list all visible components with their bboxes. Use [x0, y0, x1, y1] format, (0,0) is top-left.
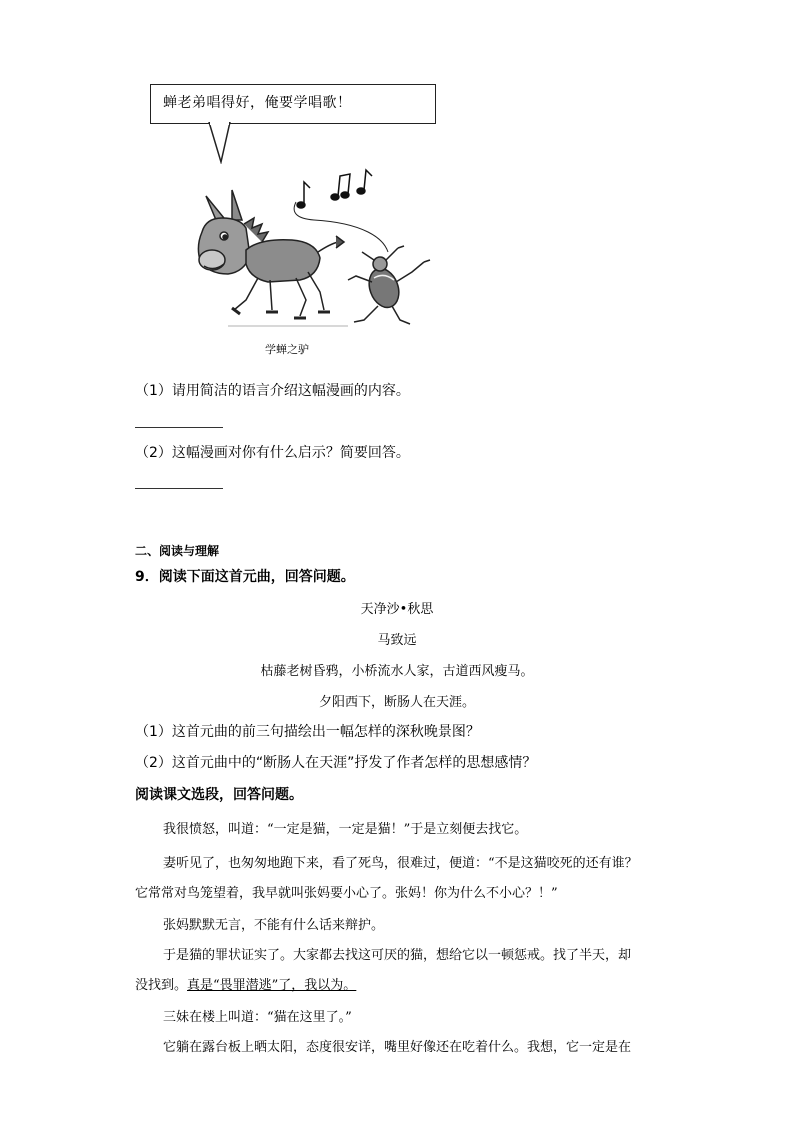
section-heading: 二、阅读与理解 [135, 544, 220, 558]
passage-paragraph: 三妹在楼上叫道：“猫在这里了。” [163, 1010, 352, 1025]
poem-line: 夕阳西下，断肠人在天涯。 [318, 695, 475, 710]
passage-paragraph: 于是猫的罪状证实了。大家都去找这可厌的猫，想给它以一顿惩戒。找了半天，却 [163, 948, 632, 963]
poem-title: 天净沙•秋思 [360, 602, 434, 617]
reading-title: 阅读课文选段，回答问题。 [135, 787, 303, 803]
underlined-sentence: 真是“畏罪潜逃”了，我以为。 [187, 978, 357, 993]
music-notes-icon [297, 170, 372, 208]
passage-paragraph: 它躺在露台板上晒太阳，态度很安详，嘴里好像还在吃着什么。我想，它一定是在 [163, 1040, 632, 1055]
passage-paragraph: 我很愤怒，叫道：“一定是猫，一定是猫！”于是立刻便去找它。 [163, 822, 528, 837]
question-9-title: 9．阅读下面这首元曲，回答问题。 [135, 569, 355, 585]
passage-text: 没找到。 [135, 978, 188, 993]
poem-line: 枯藤老树昏鸦，小桥流水人家，古道西风瘦马。 [260, 664, 534, 679]
poem-author: 马致远 [377, 633, 417, 648]
question-8-1: （1）请用简洁的语言介绍这幅漫画的内容。 [135, 383, 410, 399]
cicada-illustration [348, 246, 430, 324]
speech-text: 蝉老弟唱得好，俺要学唱歌！ [163, 95, 352, 111]
passage-paragraph: 妻听见了，也匆匆地跑下来，看了死鸟，很难过，便道：“不是这猫咬死的还有谁？ [163, 856, 638, 871]
donkey-cicada-cartoon [188, 160, 450, 332]
question-9-1: （1）这首元曲的前三句描绘出一幅怎样的深秋晚景图？ [135, 724, 480, 740]
cartoon-caption: 学蝉之驴 [265, 343, 309, 356]
passage-paragraph-continued [135, 974, 356, 993]
passage-paragraph-continued: 它常常对鸟笼望着，我早就叫张妈要小心了。张妈！你为什么不小心？！” [135, 886, 558, 901]
question-9-2: （2）这首元曲中的“断肠人在天涯”抒发了作者怎样的思想感情？ [135, 755, 537, 771]
donkey-illustration [198, 190, 348, 326]
answer-line-1[interactable] [135, 427, 223, 428]
speech-bubble-tail [208, 122, 238, 164]
answer-line-2[interactable] [135, 488, 223, 489]
question-8-2: （2）这幅漫画对你有什么启示？简要回答。 [135, 445, 410, 461]
passage-paragraph: 张妈默默无言，不能有什么话来辩护。 [163, 918, 385, 933]
